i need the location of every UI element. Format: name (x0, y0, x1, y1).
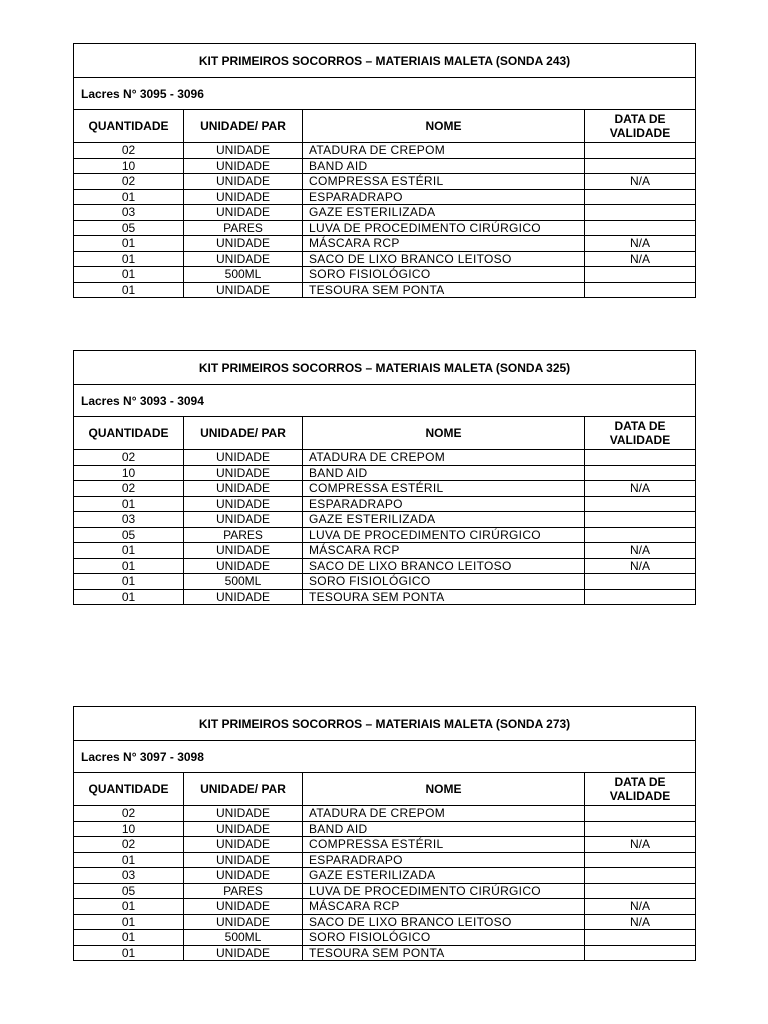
cell-unidade: UNIDADE (184, 481, 303, 497)
cell-unidade: UNIDADE (184, 945, 303, 961)
cell-unidade: UNIDADE (184, 512, 303, 528)
table-row (74, 282, 696, 298)
cell-quantidade: 01 (74, 251, 184, 267)
cell-quantidade: 01 (74, 496, 184, 512)
cell-unidade: UNIDADE (184, 450, 303, 466)
kit-lacres: Lacres N° 3095 - 3096 (74, 78, 696, 110)
cell-unidade: 500ML (184, 574, 303, 590)
table-row (74, 914, 696, 930)
cell-validade: N/A (585, 251, 696, 267)
cell-validade (585, 282, 696, 298)
table-row (74, 205, 696, 221)
cell-unidade: UNIDADE (184, 496, 303, 512)
kit-table-1 (73, 43, 695, 298)
cell-quantidade: 02 (74, 806, 184, 822)
cell-unidade: UNIDADE (184, 174, 303, 190)
cell-nome: SORO FISIOLÓGICO (303, 930, 585, 946)
kit-title: KIT PRIMEIROS SOCORROS – MATERIAIS MALETA (SONDA 243) (74, 44, 696, 78)
cell-validade (585, 158, 696, 174)
cell-validade (585, 574, 696, 590)
cell-nome: SORO FISIOLÓGICO (303, 267, 585, 283)
table-row (74, 868, 696, 884)
cell-unidade: UNIDADE (184, 465, 303, 481)
table-row (74, 883, 696, 899)
header-unidade: UNIDADE/ PAR (184, 417, 303, 450)
cell-nome: LUVA DE PROCEDIMENTO CIRÚRGICO (303, 220, 585, 236)
cell-nome: BAND AID (303, 465, 585, 481)
cell-nome: ESPARADRAPO (303, 496, 585, 512)
cell-nome: ESPARADRAPO (303, 189, 585, 205)
cell-validade (585, 930, 696, 946)
header-validade-line2: VALIDADE (609, 433, 671, 447)
header-validade-line2: VALIDADE (609, 126, 671, 140)
cell-quantidade: 01 (74, 945, 184, 961)
cell-validade (585, 589, 696, 605)
table-row (74, 251, 696, 267)
cell-validade (585, 465, 696, 481)
cell-nome: ATADURA DE CREPOM (303, 450, 585, 466)
cell-nome: BAND AID (303, 158, 585, 174)
table-row (74, 945, 696, 961)
cell-quantidade: 01 (74, 899, 184, 915)
cell-unidade: UNIDADE (184, 914, 303, 930)
cell-nome: ESPARADRAPO (303, 852, 585, 868)
cell-unidade: UNIDADE (184, 837, 303, 853)
header-validade (585, 417, 696, 450)
cell-unidade: 500ML (184, 267, 303, 283)
header-unidade: UNIDADE/ PAR (184, 773, 303, 806)
table-row (74, 465, 696, 481)
cell-quantidade: 03 (74, 205, 184, 221)
cell-quantidade: 01 (74, 914, 184, 930)
cell-quantidade: 10 (74, 158, 184, 174)
header-nome: NOME (303, 417, 585, 450)
cell-validade (585, 450, 696, 466)
cell-validade (585, 821, 696, 837)
cell-unidade: UNIDADE (184, 205, 303, 221)
cell-quantidade: 01 (74, 574, 184, 590)
cell-quantidade: 01 (74, 267, 184, 283)
cell-nome: GAZE ESTERILIZADA (303, 205, 585, 221)
kit-table (73, 350, 696, 605)
cell-quantidade: 01 (74, 558, 184, 574)
cell-unidade: UNIDADE (184, 143, 303, 159)
header-validade-line1: DATA DE (614, 112, 666, 126)
cell-nome: MÁSCARA RCP (303, 543, 585, 559)
cell-validade (585, 267, 696, 283)
table-row (74, 589, 696, 605)
cell-nome: COMPRESSA ESTÉRIL (303, 481, 585, 497)
cell-unidade: UNIDADE (184, 189, 303, 205)
cell-quantidade: 03 (74, 868, 184, 884)
cell-quantidade: 03 (74, 512, 184, 528)
cell-quantidade: 01 (74, 930, 184, 946)
cell-validade (585, 852, 696, 868)
cell-validade (585, 806, 696, 822)
table-row (74, 899, 696, 915)
kit-table-3 (73, 706, 695, 961)
cell-quantidade: 05 (74, 527, 184, 543)
cell-unidade: PARES (184, 527, 303, 543)
cell-unidade: UNIDADE (184, 868, 303, 884)
header-quantidade: QUANTIDADE (74, 773, 184, 806)
header-nome: NOME (303, 773, 585, 806)
table-row (74, 496, 696, 512)
cell-quantidade: 01 (74, 236, 184, 252)
cell-validade (585, 220, 696, 236)
header-nome: NOME (303, 110, 585, 143)
table-row (74, 806, 696, 822)
cell-nome: GAZE ESTERILIZADA (303, 868, 585, 884)
cell-validade (585, 883, 696, 899)
cell-nome: SORO FISIOLÓGICO (303, 574, 585, 590)
table-row (74, 143, 696, 159)
cell-unidade: PARES (184, 883, 303, 899)
cell-quantidade: 02 (74, 143, 184, 159)
header-validade-line1: DATA DE (614, 775, 666, 789)
cell-validade (585, 868, 696, 884)
header-validade-line1: DATA DE (614, 419, 666, 433)
cell-validade: N/A (585, 174, 696, 190)
table-row (74, 236, 696, 252)
kit-table (73, 706, 696, 961)
table-row (74, 267, 696, 283)
cell-validade (585, 527, 696, 543)
cell-quantidade: 10 (74, 821, 184, 837)
cell-quantidade: 02 (74, 481, 184, 497)
kit-lacres: Lacres N° 3097 - 3098 (74, 741, 696, 773)
cell-unidade: UNIDADE (184, 852, 303, 868)
table-row (74, 220, 696, 236)
table-row (74, 852, 696, 868)
table-row (74, 158, 696, 174)
header-validade-line2: VALIDADE (609, 789, 671, 803)
cell-validade: N/A (585, 558, 696, 574)
cell-quantidade: 05 (74, 883, 184, 899)
cell-quantidade: 05 (74, 220, 184, 236)
cell-quantidade: 01 (74, 589, 184, 605)
header-validade (585, 110, 696, 143)
cell-nome: GAZE ESTERILIZADA (303, 512, 585, 528)
kit-table-2 (73, 350, 695, 605)
table-row (74, 837, 696, 853)
cell-unidade: UNIDADE (184, 806, 303, 822)
cell-nome: MÁSCARA RCP (303, 236, 585, 252)
cell-validade (585, 945, 696, 961)
cell-quantidade: 01 (74, 543, 184, 559)
table-row (74, 512, 696, 528)
cell-quantidade: 10 (74, 465, 184, 481)
table-row (74, 543, 696, 559)
cell-nome: BAND AID (303, 821, 585, 837)
header-validade (585, 773, 696, 806)
cell-quantidade: 02 (74, 450, 184, 466)
cell-unidade: UNIDADE (184, 158, 303, 174)
cell-validade (585, 205, 696, 221)
cell-validade: N/A (585, 914, 696, 930)
cell-validade: N/A (585, 899, 696, 915)
cell-unidade: UNIDADE (184, 558, 303, 574)
header-quantidade: QUANTIDADE (74, 110, 184, 143)
cell-validade (585, 189, 696, 205)
kit-title: KIT PRIMEIROS SOCORROS – MATERIAIS MALETA (SONDA 325) (74, 351, 696, 385)
cell-quantidade: 01 (74, 189, 184, 205)
cell-validade: N/A (585, 236, 696, 252)
cell-nome: COMPRESSA ESTÉRIL (303, 837, 585, 853)
cell-nome: TESOURA SEM PONTA (303, 282, 585, 298)
cell-nome: TESOURA SEM PONTA (303, 589, 585, 605)
table-row (74, 558, 696, 574)
table-row (74, 527, 696, 543)
cell-nome: MÁSCARA RCP (303, 899, 585, 915)
cell-nome: TESOURA SEM PONTA (303, 945, 585, 961)
cell-validade (585, 143, 696, 159)
cell-nome: LUVA DE PROCEDIMENTO CIRÚRGICO (303, 527, 585, 543)
cell-validade (585, 512, 696, 528)
cell-validade: N/A (585, 837, 696, 853)
kit-title: KIT PRIMEIROS SOCORROS – MATERIAIS MALETA (SONDA 273) (74, 707, 696, 741)
cell-nome: ATADURA DE CREPOM (303, 143, 585, 159)
cell-validade: N/A (585, 481, 696, 497)
header-unidade: UNIDADE/ PAR (184, 110, 303, 143)
cell-unidade: 500ML (184, 930, 303, 946)
cell-nome: LUVA DE PROCEDIMENTO CIRÚRGICO (303, 883, 585, 899)
table-row (74, 189, 696, 205)
cell-quantidade: 01 (74, 852, 184, 868)
cell-validade: N/A (585, 543, 696, 559)
cell-unidade: UNIDADE (184, 821, 303, 837)
cell-unidade: UNIDADE (184, 543, 303, 559)
table-row (74, 450, 696, 466)
cell-quantidade: 02 (74, 174, 184, 190)
cell-unidade: UNIDADE (184, 589, 303, 605)
kit-lacres: Lacres N° 3093 - 3094 (74, 385, 696, 417)
table-row (74, 174, 696, 190)
kit-table (73, 43, 696, 298)
cell-unidade: UNIDADE (184, 236, 303, 252)
cell-nome: SACO DE LIXO BRANCO LEITOSO (303, 914, 585, 930)
cell-unidade: UNIDADE (184, 282, 303, 298)
table-row (74, 930, 696, 946)
table-row (74, 574, 696, 590)
cell-nome: SACO DE LIXO BRANCO LEITOSO (303, 251, 585, 267)
cell-unidade: UNIDADE (184, 899, 303, 915)
cell-validade (585, 496, 696, 512)
table-row (74, 821, 696, 837)
cell-nome: ATADURA DE CREPOM (303, 806, 585, 822)
cell-quantidade: 02 (74, 837, 184, 853)
cell-nome: COMPRESSA ESTÉRIL (303, 174, 585, 190)
cell-quantidade: 01 (74, 282, 184, 298)
cell-nome: SACO DE LIXO BRANCO LEITOSO (303, 558, 585, 574)
header-quantidade: QUANTIDADE (74, 417, 184, 450)
cell-unidade: PARES (184, 220, 303, 236)
cell-unidade: UNIDADE (184, 251, 303, 267)
table-row (74, 481, 696, 497)
